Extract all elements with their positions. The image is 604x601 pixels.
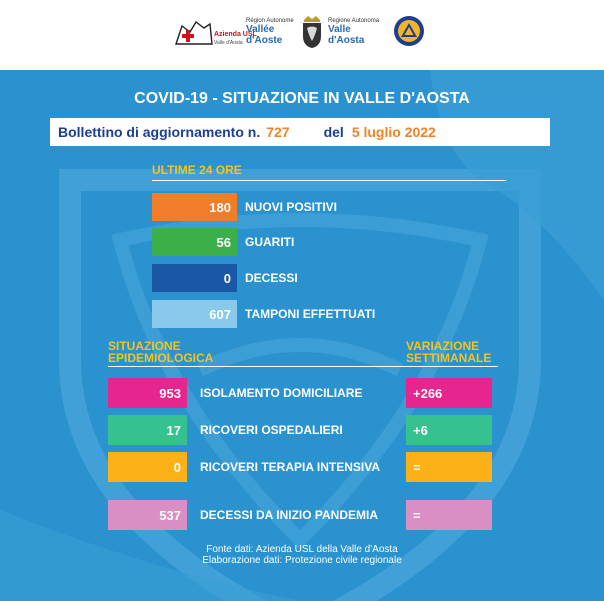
weekly-variation-heading: VARIAZIONE SETTIMANALE (406, 339, 492, 365)
protezione-civile-logo (392, 14, 426, 48)
stat-box-deaths: 0 (152, 264, 237, 292)
stat-label-total-deaths: DECESSI DA INIZIO PANDEMIA (200, 508, 379, 522)
situation-heading: SITUAZIONE EPIDEMIOLOGICA (108, 339, 214, 365)
header-logos (0, 0, 604, 70)
last24-divider (152, 180, 506, 181)
last24-heading: ULTIME 24 ORE (152, 163, 242, 177)
source-line-2: Elaborazione dati: Protezione civile regionale (202, 555, 402, 566)
regione-autonoma-logo-left: Région Autonome Vallée d'Aoste (246, 18, 294, 46)
azienda-usl-logo-text: Azienda USL (214, 31, 257, 38)
stat-label-deaths: DECESSI (245, 271, 298, 285)
azienda-usl-logo (172, 16, 257, 50)
stat-box-swabs: 607 (152, 300, 237, 328)
bulletin-number: 727 (266, 124, 290, 140)
bulletin-date: 5 luglio 2022 (351, 124, 436, 140)
svg-text:Valle d'Aosta: Valle d'Aosta (214, 40, 243, 46)
stat-label-hospitalized: RICOVERI OSPEDALIERI (200, 423, 343, 437)
regione-autonoma-logo-right: Regione Autonoma Valle d'Aosta (328, 18, 380, 46)
main-panel (0, 70, 604, 601)
variation-box-intensive-care: = (406, 452, 492, 482)
stat-label-intensive-care: RICOVERI TERAPIA INTENSIVA (200, 460, 381, 474)
stat-label-swabs: TAMPONI EFFETTUATI (245, 307, 376, 321)
variation-box-total-deaths: = (406, 500, 492, 530)
stat-label-recovered: GUARITI (245, 235, 295, 249)
bulletin-date-label: del (323, 124, 344, 140)
stat-box-home-isolation: 953 (108, 378, 187, 408)
situation-divider (108, 366, 498, 367)
source-line-1: Fonte dati: Azienda USL della Valle d'Aosta (206, 544, 398, 555)
stat-box-total-deaths: 537 (108, 500, 187, 530)
stat-label-new-positives: NUOVI POSITIVI (245, 200, 338, 214)
page-title: COVID-19 - SITUAZIONE IN VALLE D'AOSTA (134, 90, 470, 107)
stat-label-home-isolation: ISOLAMENTO DOMICILIARE (200, 386, 363, 400)
variation-box-hospitalized: +6 (406, 415, 492, 445)
stat-box-recovered: 56 (152, 228, 237, 256)
bulletin-label: Bollettino di aggiornamento n. (58, 124, 261, 140)
coat-of-arms-logo (300, 14, 324, 50)
stat-box-new-positives: 180 (152, 193, 237, 221)
stat-box-intensive-care: 0 (108, 452, 187, 482)
stat-box-hospitalized: 17 (108, 415, 187, 445)
variation-box-home-isolation: +266 (406, 378, 492, 408)
bulletin-bar (50, 118, 550, 146)
